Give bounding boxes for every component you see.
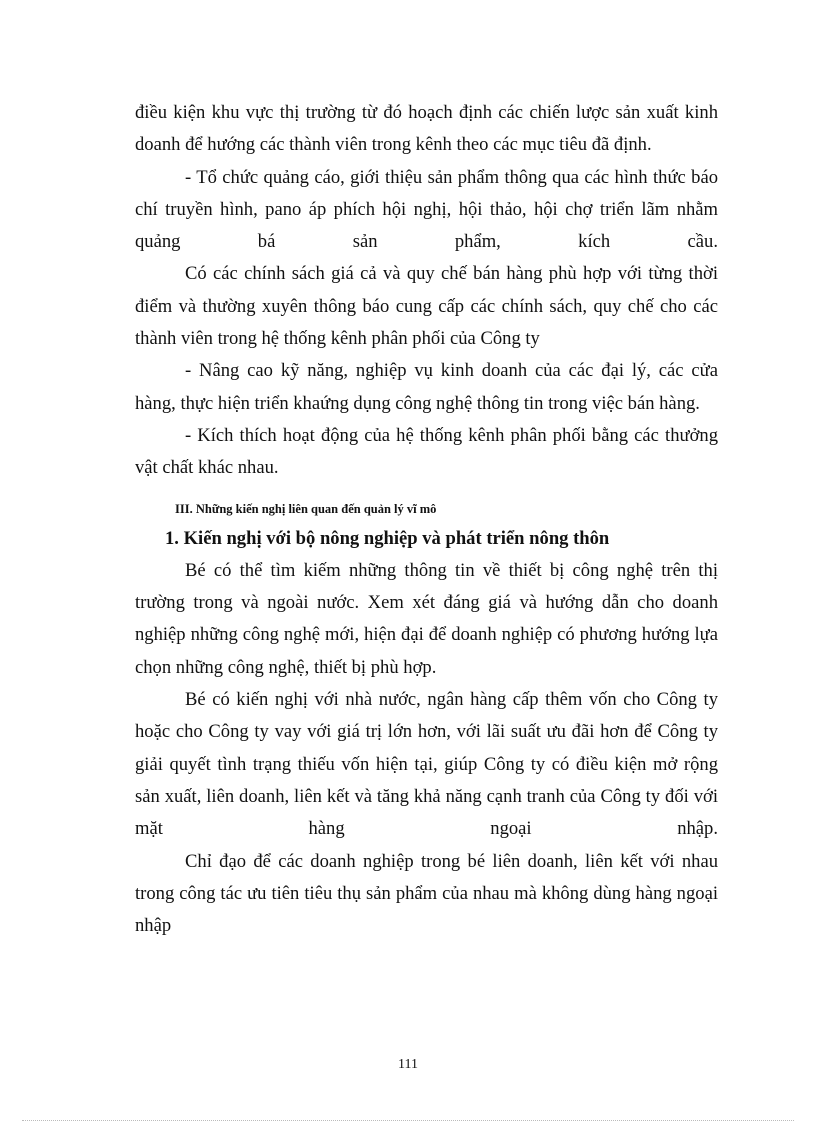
subsection-heading: 1. Kiến nghị với bộ nông nghiệp và phát triển nông thôn [165, 527, 610, 549]
paragraph-technology-info: Bé có thể tìm kiếm những thông tin về thiết bị công nghệ trên thị trường trong và ngoài nước. Xem xét đáng giá và hướng dẫn cho doanh nghiệp những công nghệ mới, hiện đại để doanh nghiệp có phương hướng lựa chọn những công nghệ, thiết bị phù hợp. [135, 559, 718, 678]
paragraph-incentives: - Kích thích hoạt động của hệ thống kênh phân phối bằng các thưởng vật chất khác nhau. [135, 424, 718, 479]
footer-divider [22, 1120, 794, 1121]
paragraph-advertising: - Tổ chức quảng cáo, giới thiệu sản phẩm thông qua các hình thức báo chí truyền hình, pano áp phích hội nghị, hội thảo, hội chợ triển lãm nhằm quảng bá sản phẩm, kích cầu. [135, 166, 718, 253]
paragraph-skills: - Nâng cao kỹ năng, nghiệp vụ kinh doanh của các đại lý, các cửa hàng, thực hiện triển khaứng dụng công nghệ thông tin trong việc bán hàng. [135, 360, 718, 414]
paragraph-capital: Bé có kiến nghị với nhà nước, ngân hàng cấp thêm vốn cho Công ty hoặc cho Công ty vay với giá trị lớn hơn, với lãi suất ưu đãi hơn để Công ty giải quyết tình trạng thiếu vốn hiện tại, giúp Công ty có điều kiện mở rộng sản xuất, liên doanh, liên kết và tăng khả năng cạnh tranh của Công ty đối với mặt hàng ngoại nhập. [135, 689, 718, 840]
body-text [135, 97, 718, 942]
paragraph-cooperation: Chỉ đạo để các doanh nghiệp trong bé liên doanh, liên kết với nhau trong công tác ưu tiên tiêu thụ sản phẩm của nhau mà không dùng hàng ngoại nhập [135, 850, 718, 937]
paragraph-pricing-policy: Có các chính sách giá cả và quy chế bán hàng phù hợp với từng thời điểm và thường xuyên thông báo cung cấp các chính sách, quy chế cho các thành viên trong hệ thống kênh phân phối của Công ty [135, 263, 718, 350]
page-number: 111 [398, 1057, 418, 1072]
section-heading: III. Những kiến nghị liên quan đến quản lý vĩ mô [175, 501, 437, 516]
paragraph-continuation: điều kiện khu vực thị trường từ đó hoạch định các chiến lược sản xuất kinh doanh để hướng các thành viên trong kênh theo các mục tiêu đã định. [135, 102, 718, 156]
